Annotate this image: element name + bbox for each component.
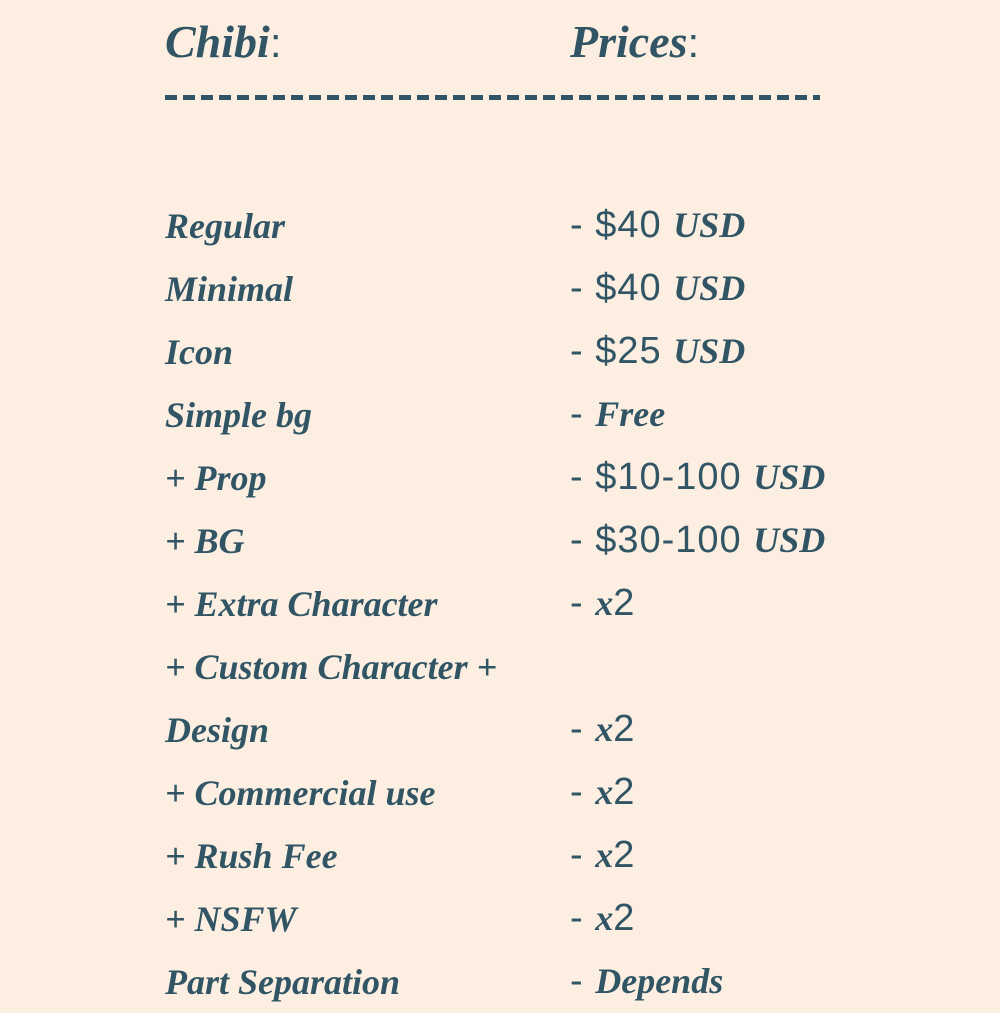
price-dash: - xyxy=(570,834,596,876)
price-segment: x xyxy=(595,835,614,875)
price-segment: $40 xyxy=(595,204,674,246)
item-label: + Commercial use xyxy=(165,772,436,813)
price-segment: $10-100 xyxy=(595,456,754,498)
price-row xyxy=(165,950,1000,1013)
price-segment: $30-100 xyxy=(595,519,754,561)
item-price xyxy=(570,330,745,373)
price-row xyxy=(165,446,1000,509)
price-segment: USD xyxy=(753,520,826,560)
item-label: + Custom Character + xyxy=(165,646,498,687)
prices-title xyxy=(570,14,699,71)
price-segment: $40 xyxy=(595,267,674,309)
item-price xyxy=(570,834,635,877)
item-label: Design xyxy=(165,709,270,750)
price-row xyxy=(165,320,1000,383)
price-segment: 2 xyxy=(613,771,636,813)
price-segment: USD xyxy=(673,205,746,245)
price-segment: USD xyxy=(673,268,746,308)
price-dash: - xyxy=(570,708,596,750)
price-dash: - xyxy=(570,330,596,372)
price-segment: x xyxy=(595,583,614,623)
price-dash: - xyxy=(570,771,596,813)
price-row xyxy=(165,698,1000,761)
item-price xyxy=(570,204,745,247)
item-label: + Rush Fee xyxy=(165,835,338,876)
item-label: Regular xyxy=(165,205,286,246)
item-price xyxy=(570,267,745,310)
price-dash: - xyxy=(570,519,596,561)
item-price xyxy=(570,960,723,1003)
price-dash: - xyxy=(570,897,596,939)
item-price xyxy=(570,582,635,625)
price-segment: x xyxy=(595,898,614,938)
category-title-word: Chibi xyxy=(165,16,270,67)
price-segment: USD xyxy=(753,457,826,497)
price-segment: 2 xyxy=(613,708,636,750)
item-label: Part Separation xyxy=(165,961,401,1002)
dashed-divider xyxy=(165,95,820,100)
price-segment: 2 xyxy=(613,582,636,624)
price-segment: Free xyxy=(595,394,666,434)
prices-title-colon: : xyxy=(687,19,700,66)
item-label: + NSFW xyxy=(165,898,297,939)
price-row xyxy=(165,194,1000,257)
price-dash: - xyxy=(570,582,596,624)
price-segment: $25 xyxy=(595,330,674,372)
price-row xyxy=(165,824,1000,887)
price-dash: - xyxy=(570,393,596,435)
price-row xyxy=(165,887,1000,950)
price-segment: Depends xyxy=(595,961,724,1001)
price-segment: x xyxy=(595,709,614,749)
price-row xyxy=(165,761,1000,824)
price-dash: - xyxy=(570,456,596,498)
price-row xyxy=(165,383,1000,446)
price-dash: - xyxy=(570,960,596,1002)
category-title xyxy=(165,14,570,71)
price-row xyxy=(165,257,1000,320)
item-price xyxy=(570,771,635,814)
item-price xyxy=(570,456,825,499)
price-dash: - xyxy=(570,267,596,309)
price-segment: 2 xyxy=(613,834,636,876)
item-label: + Prop xyxy=(165,457,267,498)
item-label: Simple bg xyxy=(165,394,313,435)
price-row xyxy=(165,509,1000,572)
item-label: Icon xyxy=(165,331,234,372)
price-segment: x xyxy=(595,772,614,812)
item-price xyxy=(570,897,635,940)
category-title-colon: : xyxy=(269,19,282,66)
prices-title-word: Prices xyxy=(570,16,688,67)
item-price xyxy=(570,519,825,562)
price-row xyxy=(165,572,1000,635)
price-rows xyxy=(165,194,1000,1013)
price-segment: 2 xyxy=(613,897,636,939)
item-price xyxy=(570,708,635,751)
item-label: + Extra Character xyxy=(165,583,438,624)
price-segment: USD xyxy=(673,331,746,371)
item-label: + BG xyxy=(165,520,245,561)
header xyxy=(165,14,1000,71)
price-dash: - xyxy=(570,204,596,246)
item-price xyxy=(570,393,665,436)
price-row xyxy=(165,635,1000,698)
item-label: Minimal xyxy=(165,268,294,309)
